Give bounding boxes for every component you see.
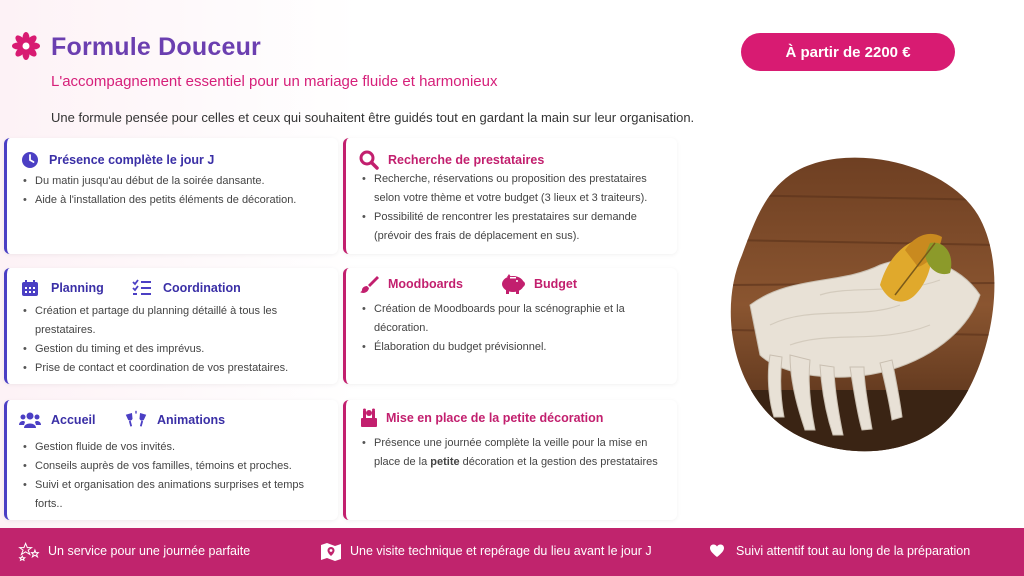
people-icon xyxy=(19,409,41,431)
intro-text: Une formule pensée pour celles et ceux qui souhaitent être guidés tout en gardant la main sur leur organisation. xyxy=(51,110,695,125)
footer-item xyxy=(706,540,970,562)
card-planning-title: Planning xyxy=(51,281,104,295)
list-item: • Suivi et organisation des animations surprises et temps forts.. xyxy=(21,476,328,514)
autumn-leaf-on-wool-photo xyxy=(730,155,996,455)
list-item: • Du matin jusqu'au début de la soirée dansante. xyxy=(21,172,328,191)
list-item: • Gestion fluide de vos invités. xyxy=(21,438,328,457)
list-item: • Possibilité de rencontrer les prestataires sur demande (prévoir des frais de déplacement en sus). xyxy=(360,208,667,246)
search-icon xyxy=(358,149,380,171)
clock-icon xyxy=(19,149,41,171)
card-budget-title: Budget xyxy=(534,277,578,291)
card-presence xyxy=(4,138,338,254)
flower-icon xyxy=(12,32,40,60)
card-animations-title: Animations xyxy=(157,413,226,427)
decoration-icon xyxy=(358,407,380,429)
page-title: Formule Douceur xyxy=(51,33,261,61)
card-accueil xyxy=(4,400,338,520)
stars-icon xyxy=(18,540,40,562)
card-decoration xyxy=(343,400,677,520)
list-item: • Conseils auprès de vos familles, témoins et proches. xyxy=(21,457,328,476)
card-prestataires xyxy=(343,138,677,254)
list-item: • Prise de contact et coordination de vos prestataires. xyxy=(21,359,328,378)
list-item: • Création et partage du planning détaillé à tous les prestataires. xyxy=(21,302,328,340)
list-item: • Présence une journée complète la veille pour la mise en place de la petite décoration et la gestion des prestataires xyxy=(360,434,667,472)
heart-icon xyxy=(706,540,728,562)
page-subtitle: L'accompagnement essentiel pour un mariage fluide et harmonieux xyxy=(51,73,498,90)
footer-item xyxy=(320,540,652,562)
price-button[interactable]: À partir de 2200 € xyxy=(741,33,955,71)
card-moodboards-title: Moodboards xyxy=(388,277,463,291)
footer-label: Un service pour une journée parfaite xyxy=(48,544,251,558)
piggy-bank-icon xyxy=(498,273,528,295)
footer-bar xyxy=(0,528,1024,576)
footer-label: Suivi attentif tout au long de la préparation xyxy=(736,544,971,558)
list-item: • Création de Moodboards pour la scénographie et la décoration. xyxy=(360,300,667,338)
brush-icon xyxy=(358,273,380,295)
card-prestataires-title: Recherche de prestataires xyxy=(388,153,545,167)
list-item: • Élaboration du budget prévisionnel. xyxy=(360,338,667,357)
card-moodboards xyxy=(343,268,677,384)
map-icon xyxy=(320,540,342,562)
card-presence-title: Présence complète le jour J xyxy=(49,153,215,167)
card-accueil-title: Accueil xyxy=(51,413,96,427)
card-planning xyxy=(4,268,338,384)
list-item: • Gestion du timing et des imprévus. xyxy=(21,340,328,359)
footer-item xyxy=(18,540,250,562)
card-coordination-title: Coordination xyxy=(163,281,241,295)
list-item: • Recherche, réservations ou proposition des prestataires selon votre thème et votre budget (3 lieux et 3 traiteurs). xyxy=(360,170,667,208)
calendar-icon xyxy=(19,277,41,299)
checklist-icon xyxy=(131,277,153,299)
card-decoration-title: Mise en place de la petite décoration xyxy=(386,411,604,425)
list-item: • Aide à l'installation des petits éléments de décoration. xyxy=(21,191,328,210)
footer-label: Une visite technique et repérage du lieu avant le jour J xyxy=(350,544,652,558)
cheers-icon xyxy=(125,409,147,431)
